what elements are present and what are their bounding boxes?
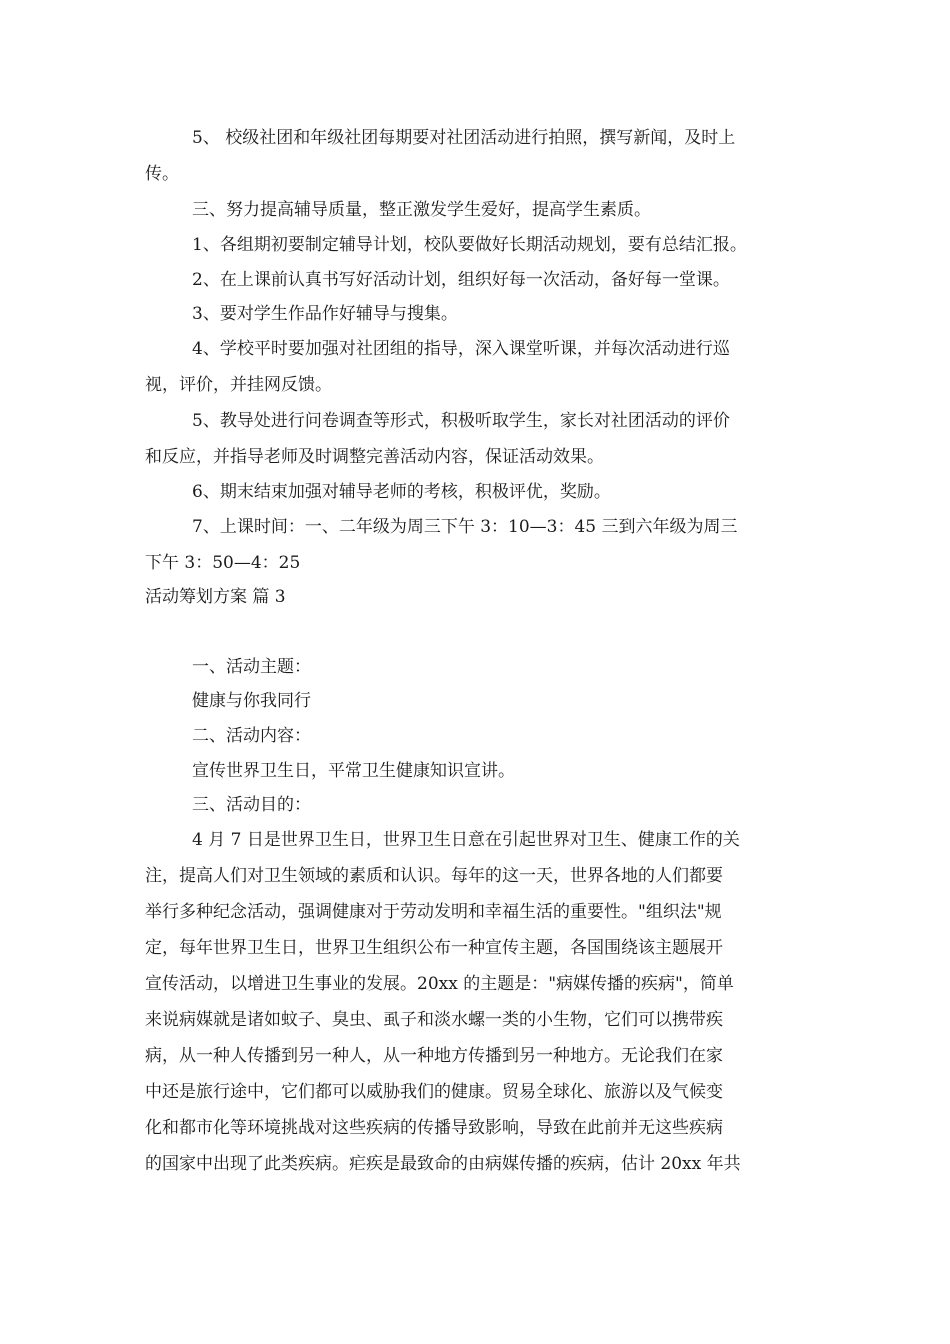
paragraph-line: 5、 校级社团和年级社团每期要对社团活动进行拍照，撰写新闻，及时上 [192, 128, 736, 148]
paragraph-line: 宣传世界卫生日，平常卫生健康知识宣讲。 [192, 761, 515, 781]
paragraph-line: 宣传活动，以增进卫生事业的发展。20xx 的主题是："病媒传播的疾病"，简单 [145, 974, 734, 994]
paragraph-line: 举行多种纪念活动，强调健康对于劳动发明和幸福生活的重要性。"组织法"规 [145, 902, 722, 922]
paragraph-line: 来说病媒就是诸如蚊子、臭虫、虱子和淡水螺一类的小生物，它们可以携带疾 [145, 1010, 723, 1030]
section-heading: 一、活动主题： [192, 657, 311, 677]
paragraph-line: 传。 [145, 164, 179, 184]
paragraph-line: 下午 3：50—4：25 [145, 553, 301, 573]
section-heading: 三、努力提高辅导质量，整正激发学生爱好，提高学生素质。 [192, 200, 651, 220]
paragraph-line: 的国家中出现了此类疾病。疟疾是最致命的由病媒传播的疾病，估计 20xx 年共 [145, 1154, 741, 1174]
paragraph-line: 中还是旅行途中，它们都可以威胁我们的健康。贸易全球化、旅游以及气候变 [145, 1082, 723, 1102]
paragraph-line: 3、要对学生作品作好辅导与搜集。 [192, 304, 458, 324]
section-heading: 二、活动内容： [192, 726, 311, 746]
paragraph-line: 化和都市化等环境挑战对这些疾病的传播导致影响，导致在此前并无这些疾病 [145, 1118, 723, 1138]
paragraph-line: 和反应，并指导老师及时调整完善活动内容，保证活动效果。 [145, 447, 604, 467]
paragraph-line: 6、期末结束加强对辅导老师的考核，积极评优，奖励。 [192, 482, 611, 502]
paragraph-line: 1、各组期初要制定辅导计划，校队要做好长期活动规划，要有总结汇报。 [192, 235, 747, 255]
section-title: 活动筹划方案 篇 3 [145, 587, 286, 607]
paragraph-line: 4、学校平时要加强对社团组的指导，深入课堂听课，并每次活动进行巡 [192, 339, 730, 359]
paragraph-line: 4 月 7 日是世界卫生日，世界卫生日意在引起世界对卫生、健康工作的关 [192, 830, 740, 850]
paragraph-line: 定，每年世界卫生日，世界卫生组织公布一种宣传主题，各国围绕该主题展开 [145, 938, 723, 958]
paragraph-line: 视，评价，并挂网反馈。 [145, 375, 332, 395]
paragraph-line: 5、教导处进行问卷调查等形式，积极听取学生，家长对社团活动的评价 [192, 411, 730, 431]
section-heading: 三、活动目的： [192, 795, 311, 815]
paragraph-line: 注，提高人们对卫生领域的素质和认识。每年的这一天，世界各地的人们都要 [145, 866, 723, 886]
paragraph-line: 健康与你我同行 [192, 691, 311, 711]
paragraph-line: 病，从一种人传播到另一种人，从一种地方传播到另一种地方。无论我们在家 [145, 1046, 723, 1066]
paragraph-line: 2、在上课前认真书写好活动计划，组织好每一次活动，备好每一堂课。 [192, 270, 730, 290]
paragraph-line: 7、上课时间：一、二年级为周三下午 3：10—3：45 三到六年级为周三 [192, 517, 738, 537]
